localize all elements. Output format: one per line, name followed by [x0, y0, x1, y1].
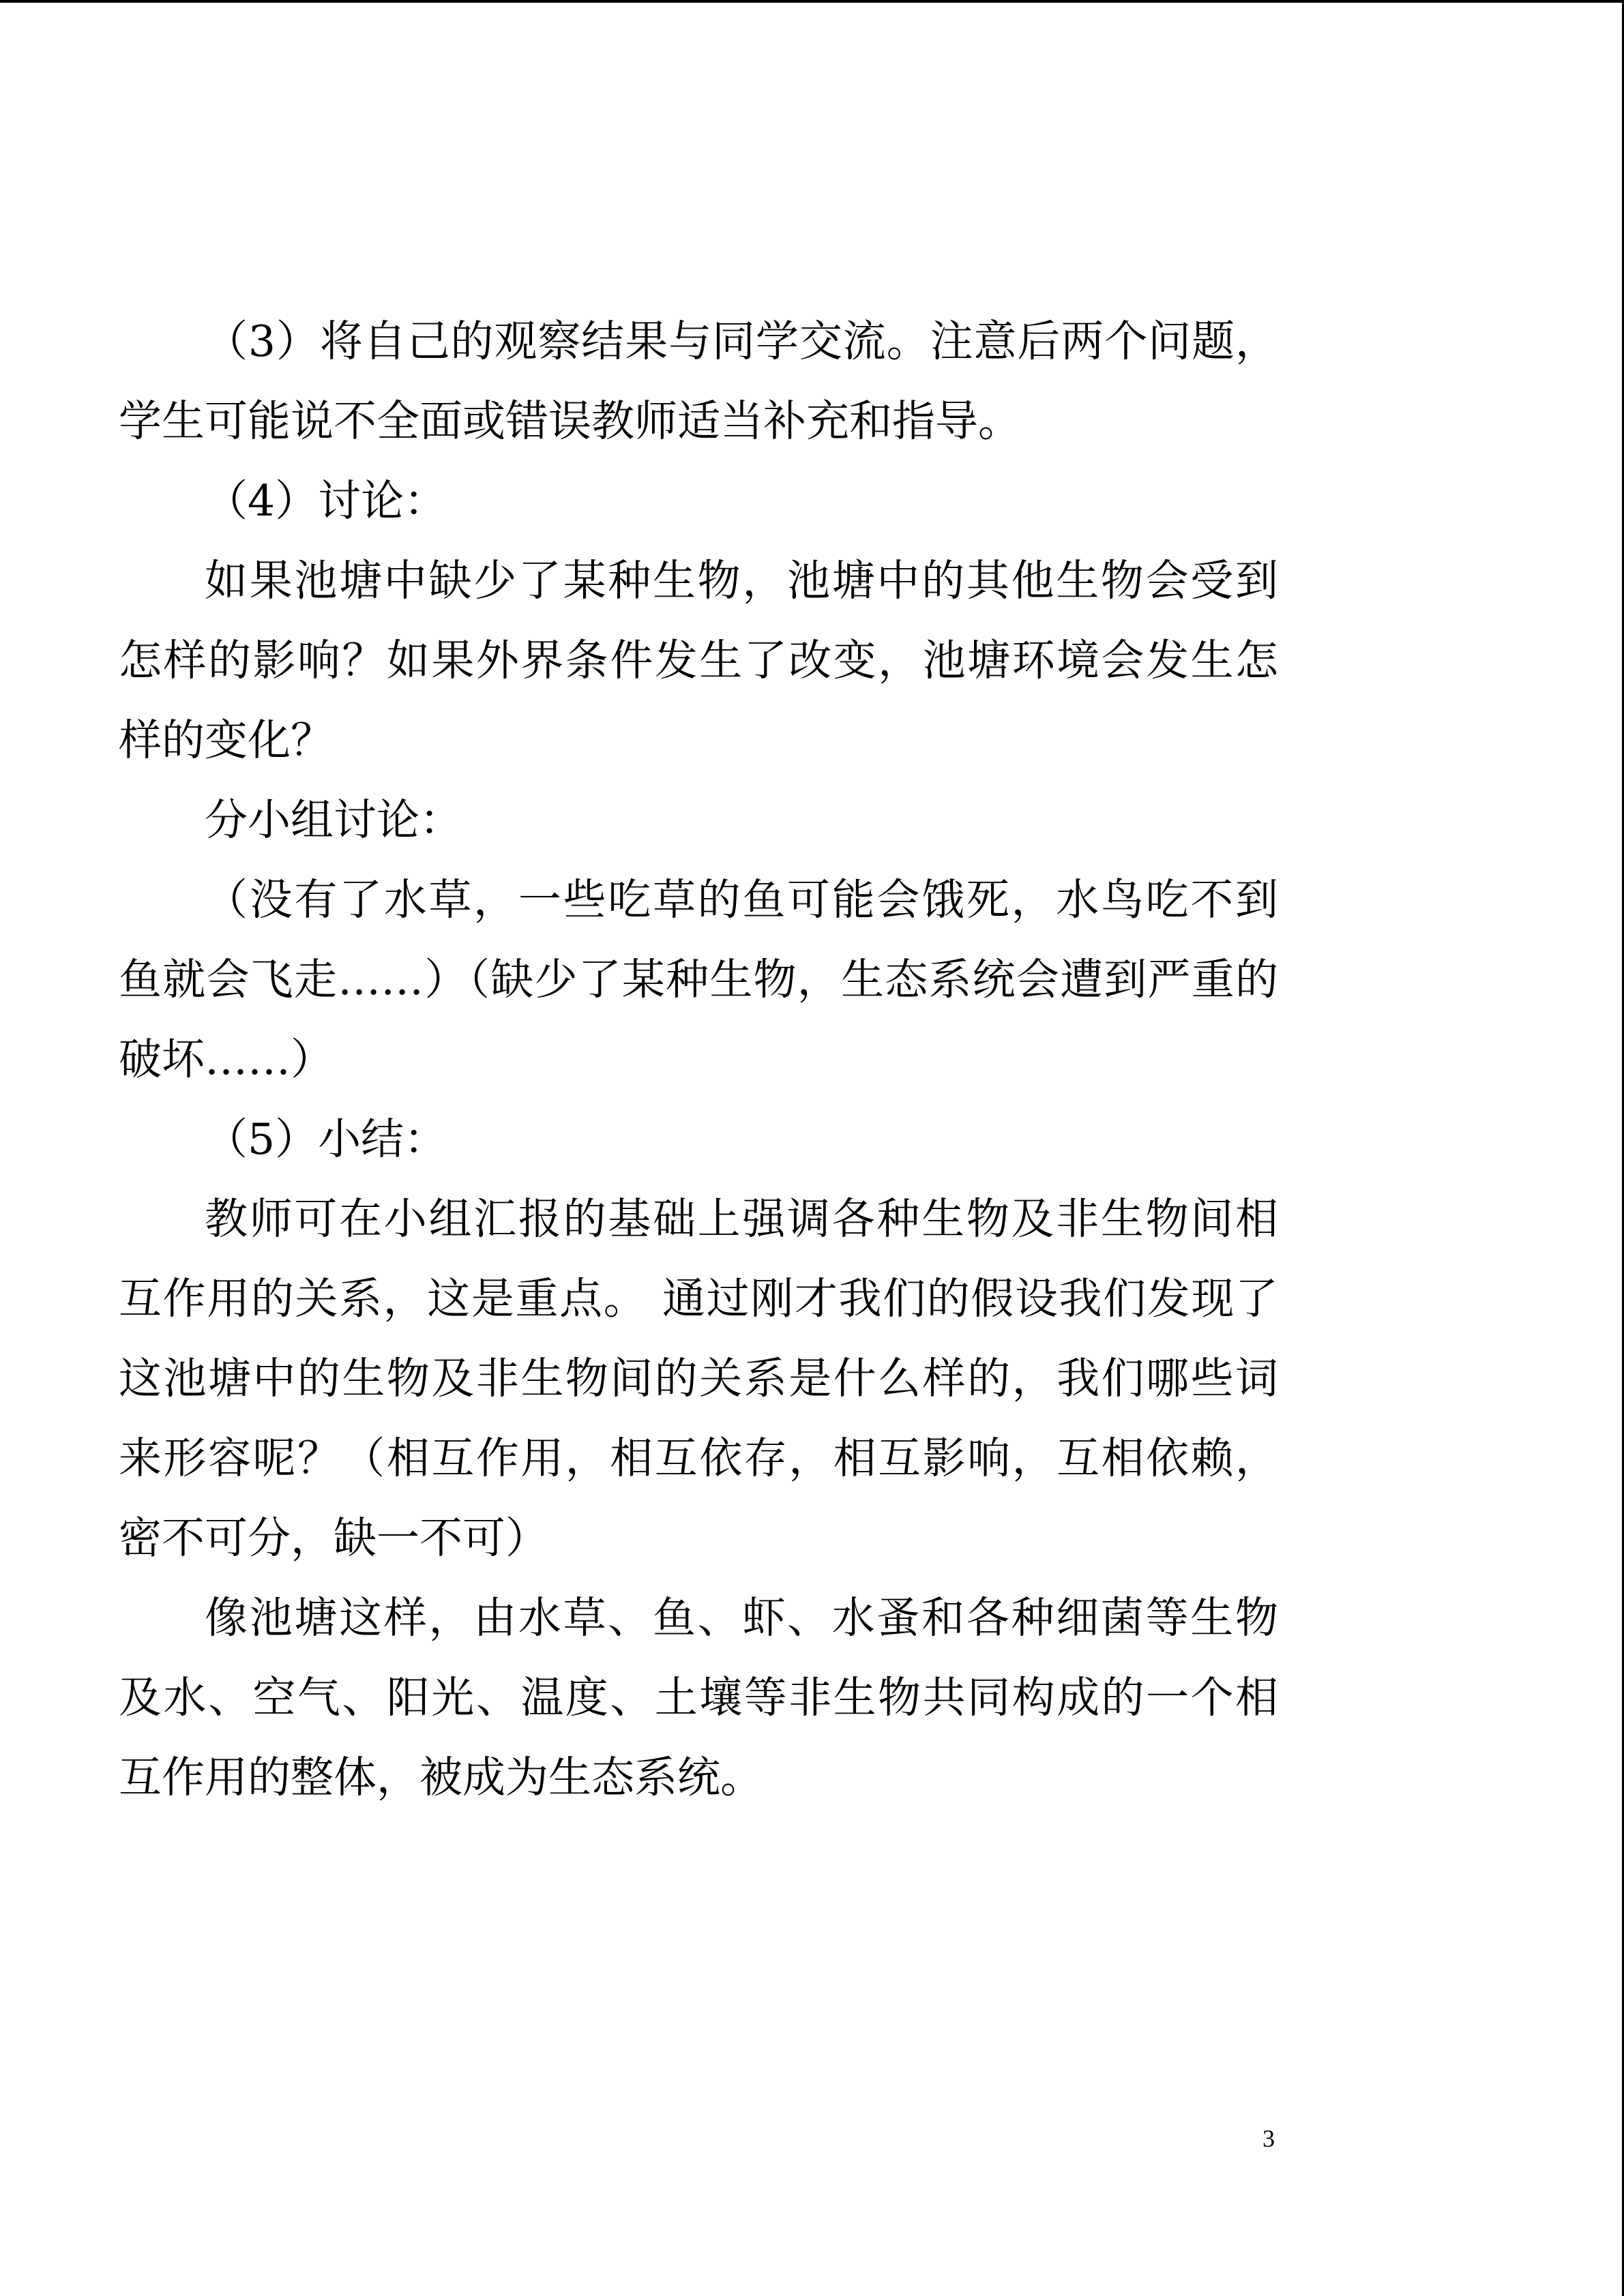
paragraph-summary-heading: （5）小结：	[205, 1114, 447, 1164]
document-body	[119, 301, 1278, 1817]
paragraph-discussion-answers: （没有了水草，一些吃草的鱼可能会饿死，水鸟吃不到鱼就会飞走……）（缺少了某种生物，生态系统会遭到严重的破坏……）	[119, 875, 1278, 1084]
top-border-line	[0, 0, 1624, 3]
paragraph-discussion-heading: （4）讨论：	[205, 476, 447, 526]
paragraph-discussion-question: 如果池塘中缺少了某种生物，池塘中的其他生物会受到怎样的影响？如果外界条件发生了改变，池塘环境会发生怎样的变化？	[119, 556, 1278, 765]
paragraph-observation-exchange: （3）将自己的观察结果与同学交流。注意后两个问题，学生可能说不全面或错误教师适当补充和指导。	[119, 316, 1278, 446]
page-number: 3	[1263, 2125, 1275, 2152]
paragraph-ecosystem-definition: 像池塘这样，由水草、鱼、虾、水蚤和各种细菌等生物及水、空气、阳光、温度、土壤等非生物共同构成的一个相互作用的整体，被成为生态系统。	[119, 1593, 1278, 1802]
paragraph-summary-body: 教师可在小组汇报的基础上强调各种生物及非生物间相互作用的关系，这是重点。 通过刚才我们的假设我们发现了这池塘中的生物及非生物间的关系是什么样的，我们哪些词来形容呢？（相互作用，相互依存，相互影响，互相依赖，密不可分，缺一不可）	[119, 1194, 1278, 1563]
paragraph-group-discussion: 分小组讨论：	[205, 795, 462, 845]
